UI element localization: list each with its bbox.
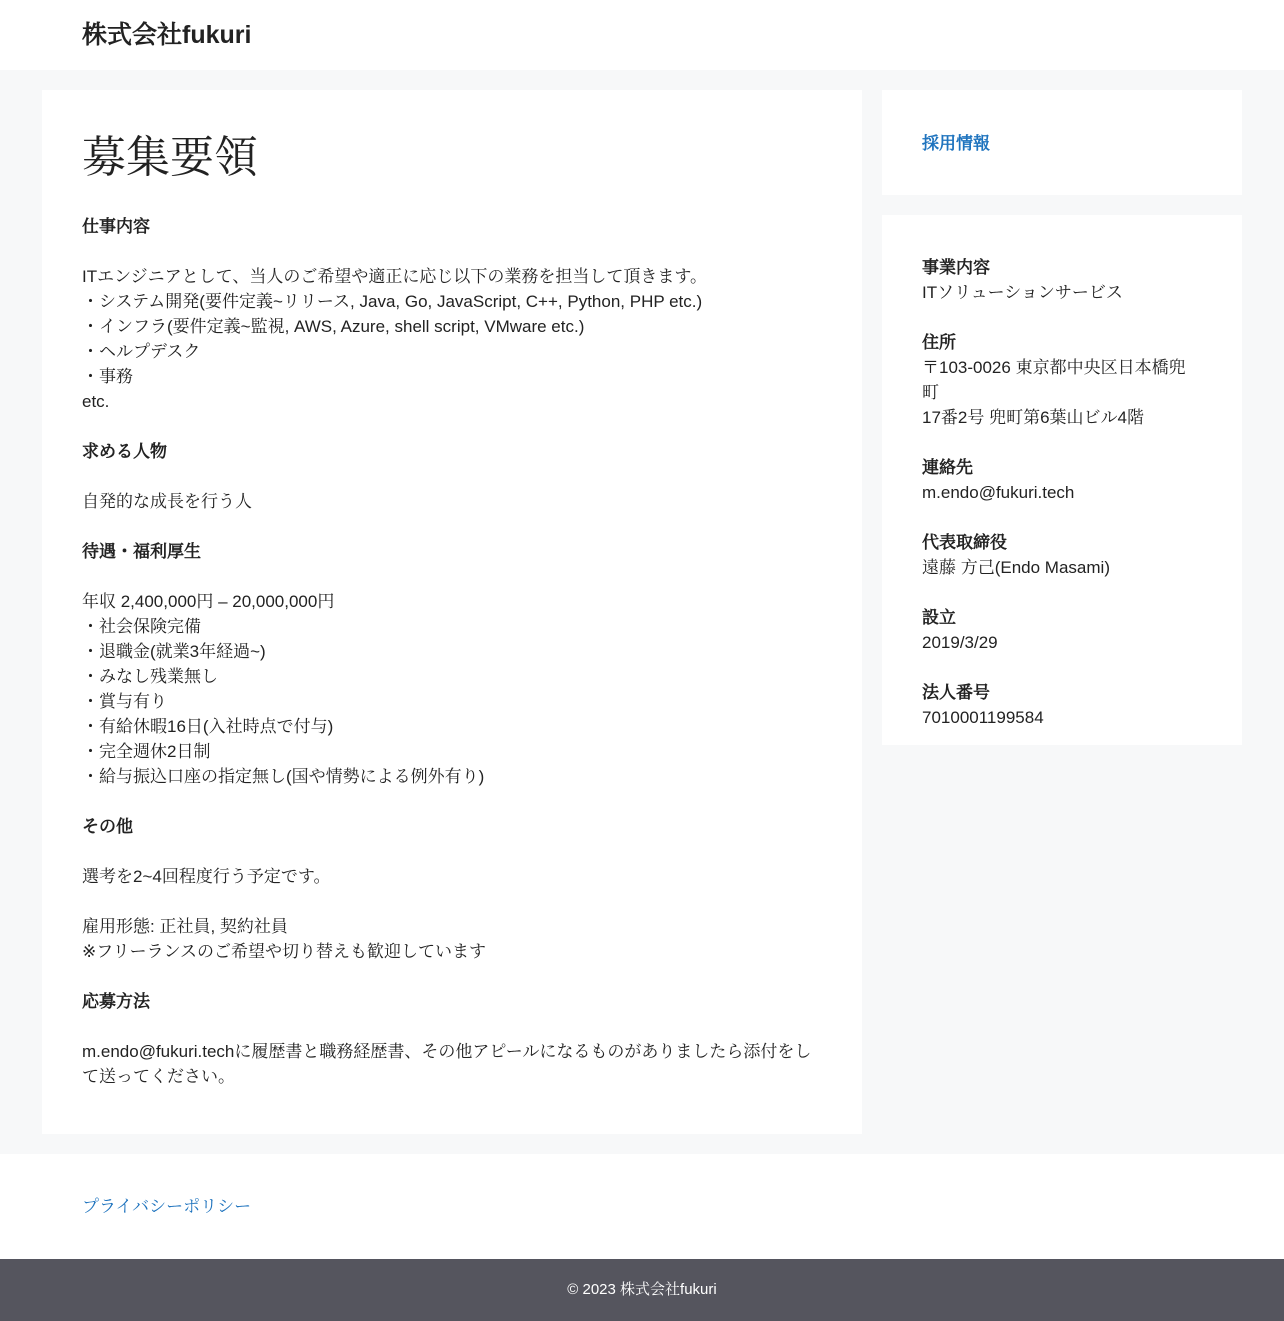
info-label: 連絡先: [922, 458, 973, 477]
benefit-line: ・有給休暇16日(入社時点で付与): [82, 717, 334, 736]
copyright-text: © 2023 株式会社fukuri: [567, 1281, 717, 1298]
info-label: 設立: [922, 608, 956, 627]
info-label: 法人番号: [922, 683, 990, 702]
company-info-founded: [922, 605, 1202, 655]
job-line: ・ヘルプデスク: [82, 342, 201, 361]
job-line: ITエンジニアとして、当人のご希望や適正に応じ以下の業務を担当して頂きます。: [82, 267, 707, 286]
benefit-line: ・みなし残業無し: [82, 667, 218, 686]
company-info-contact: [922, 455, 1202, 505]
benefit-line: ・賞与有り: [82, 692, 167, 711]
section-heading-job: 仕事内容: [82, 217, 150, 236]
info-label: 住所: [922, 333, 956, 352]
company-info-address: [922, 330, 1202, 430]
recruit-info-link[interactable]: 採用情報: [922, 134, 990, 153]
info-value: 〒103-0026 東京都中央区日本橋兜町: [922, 358, 1186, 402]
content-area: [0, 70, 1284, 1154]
company-info-corporate-number: [922, 680, 1202, 730]
benefit-line: ・完全週休2日制: [82, 742, 211, 761]
section-heading-benefits: 待遇・福利厚生: [82, 542, 201, 561]
info-value: 17番2号 兜町第6葉山ビル4階: [922, 408, 1144, 427]
company-info-ceo: [922, 530, 1202, 580]
persona-line: 自発的な成長を行う人: [82, 492, 252, 511]
info-label: 事業内容: [922, 258, 990, 277]
section-heading-other: その他: [82, 817, 133, 836]
job-line: ・事務: [82, 367, 133, 386]
info-value: 7010001199584: [922, 708, 1044, 727]
benefit-line: ・給与振込口座の指定無し(国や情勢による例外有り): [82, 767, 485, 786]
benefit-line: ・社会保険完備: [82, 617, 201, 636]
info-value: m.endo@fukuri.tech: [922, 483, 1075, 502]
site-footer: [0, 1259, 1284, 1321]
footer-widgets: [0, 1154, 1284, 1259]
info-label: 代表取締役: [922, 533, 1007, 552]
benefit-line: 年収 2,400,000円 – 20,000,000円: [82, 592, 335, 611]
apply-line: m.endo@fukuri.techに履歴書と職務経歴書、その他アピールになるものがありましたら添付をして送ってください。: [82, 1042, 812, 1086]
page-title: 募集要領: [82, 133, 258, 182]
benefit-line: ・退職金(就業3年経過~): [82, 642, 266, 661]
job-line: ・システム開発(要件定義~リリース, Java, Go, JavaScript, C++, Python, PHP etc.): [82, 292, 703, 311]
section-heading-persona: 求める人物: [82, 442, 167, 461]
info-value: 遠藤 方己(Endo Masami): [922, 558, 1110, 577]
other-line: ※フリーランスのご希望や切り替えも歓迎しています: [82, 942, 487, 961]
other-line: 雇用形態: 正社員, 契約社員: [82, 917, 288, 936]
job-line: ・インフラ(要件定義~監視, AWS, Azure, shell script, VMware etc.): [82, 317, 585, 336]
main-article: [42, 90, 862, 1134]
site-header: [0, 0, 1284, 70]
sidebar-company-widget: [882, 215, 1242, 745]
section-heading-apply: 応募方法: [82, 992, 150, 1011]
site-title-link[interactable]: 株式会社fukuri: [82, 21, 252, 49]
info-value: ITソリューションサービス: [922, 283, 1123, 302]
job-line: etc.: [82, 392, 110, 411]
info-value: 2019/3/29: [922, 633, 998, 652]
company-info-business: [922, 255, 1202, 305]
other-line: 選考を2~4回程度行う予定です。: [82, 867, 331, 886]
privacy-policy-link[interactable]: プライバシーポリシー: [82, 1197, 252, 1216]
sidebar-recruit-widget: [882, 90, 1242, 195]
